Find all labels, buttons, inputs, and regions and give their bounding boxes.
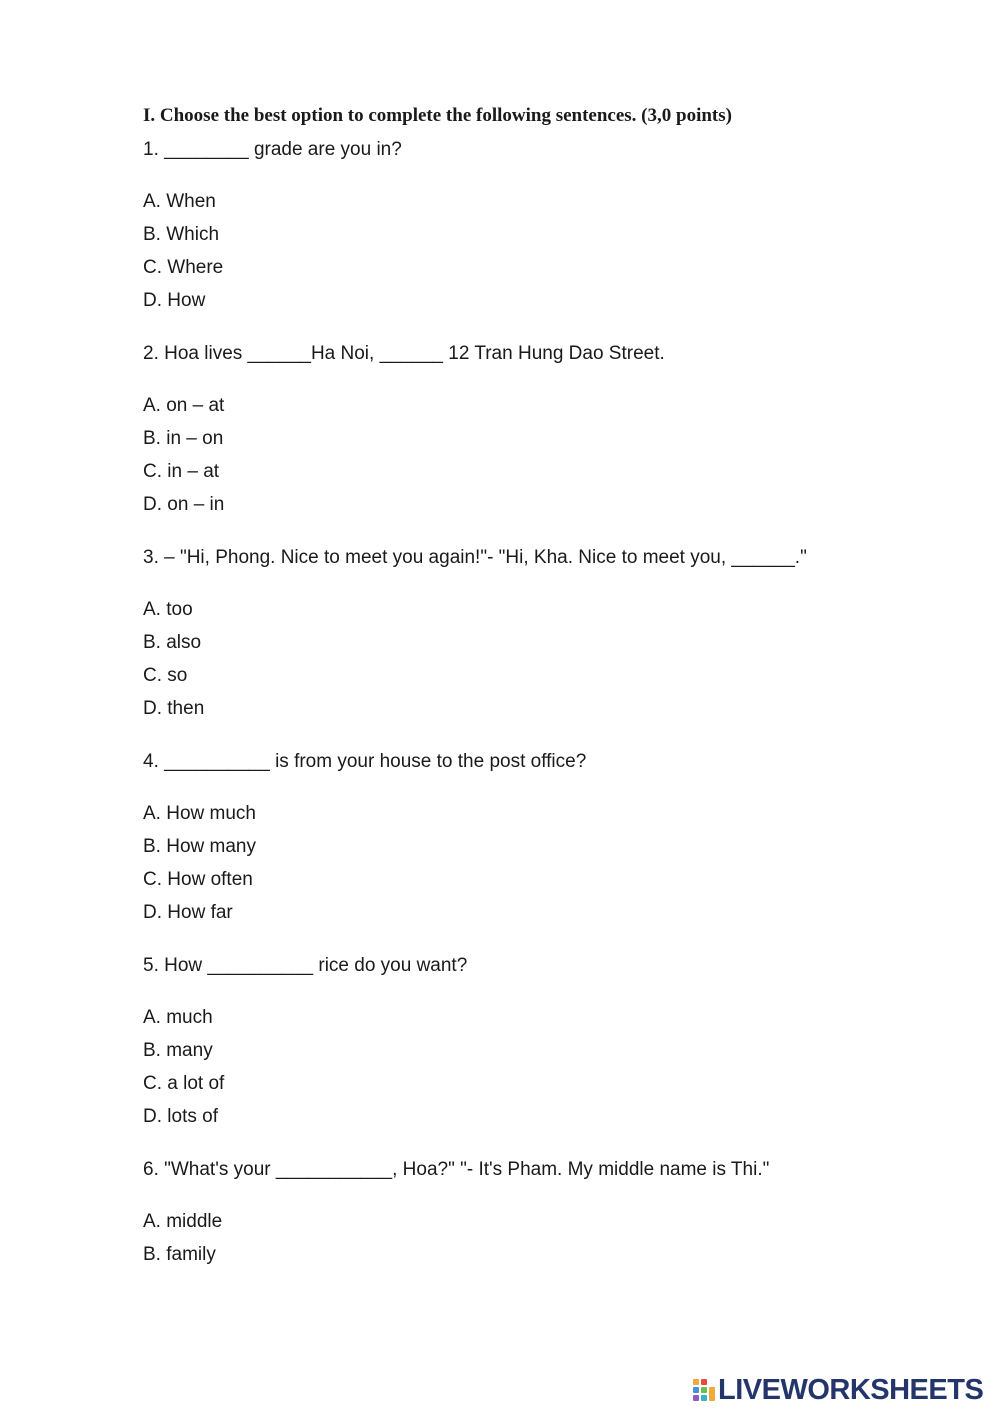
question-6-option-b: B. family — [143, 1244, 216, 1265]
question-1-stem: 1. ________ grade are you in? — [143, 139, 402, 160]
question-4-stem: 4. __________ is from your house to the post office? — [143, 751, 587, 772]
question-3-option-a: A. too — [143, 599, 193, 620]
question-3-option-b: B. also — [143, 632, 202, 653]
question-1-option-c: C. Where — [143, 257, 224, 278]
question-1-option-d: D. How — [143, 290, 206, 311]
question-2-option-b: B. in – on — [143, 428, 224, 449]
question-6-stem: 6. "What's your ___________, Hoa?" "- It's Pham. My middle name is Thi." — [143, 1159, 770, 1180]
question-5-stem: 5. How __________ rice do you want? — [143, 955, 468, 976]
question-1-option-b: B. Which — [143, 224, 220, 245]
liveworksheets-logo — [693, 1374, 983, 1406]
question-5-option-a: A. much — [143, 1007, 213, 1028]
question-4-option-c: C. How often — [143, 869, 253, 890]
question-4-option-a: A. How much — [143, 803, 256, 824]
question-4-option-b: B. How many — [143, 836, 256, 857]
question-3-option-d: D. then — [143, 698, 205, 719]
question-2-option-a: A. on – at — [143, 395, 225, 416]
question-3-stem: 3. – "Hi, Phong. Nice to meet you again!"- "Hi, Kha. Nice to meet you, ______." — [143, 547, 807, 568]
question-2-option-c: C. in – at — [143, 461, 220, 482]
question-3-option-c: C. so — [143, 665, 188, 686]
question-1-option-a: A. When — [143, 191, 216, 212]
question-5-option-b: B. many — [143, 1040, 213, 1061]
question-4-option-d: D. How far — [143, 902, 233, 923]
section-heading: I. Choose the best option to complete the following sentences. (3,0 points) — [143, 105, 732, 126]
question-5-option-c: C. a lot of — [143, 1073, 225, 1094]
liveworksheets-logo-icon — [693, 1379, 715, 1401]
question-2-stem: 2. Hoa lives ______Ha Noi, ______ 12 Tran Hung Dao Street. — [143, 343, 665, 364]
question-6-option-a: A. middle — [143, 1211, 223, 1232]
question-2-option-d: D. on – in — [143, 494, 225, 515]
logo-text: LIVEWORKSHEETS — [718, 1374, 984, 1406]
question-5-option-d: D. lots of — [143, 1106, 218, 1127]
